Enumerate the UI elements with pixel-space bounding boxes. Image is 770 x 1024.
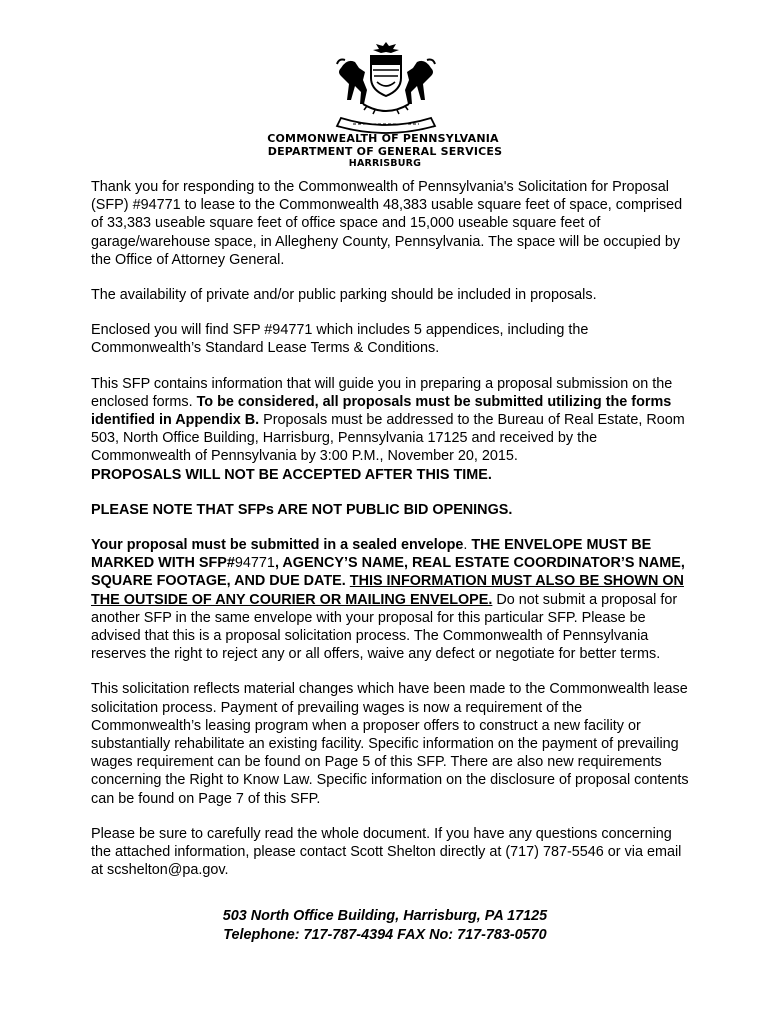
paragraph-intro: Thank you for responding to the Commonwealth of Pennsylvania's Solicitation for Proposal (SFP) #94771 to lease to the Commonwealth 48,383 usable square feet of space, comprised of 33,383 useable square feet of office space and 15,000 useable square feet of garage/warehouse space, in Allegheny County, Pennsylvania. The space will be occupied by the Office of Attorney General. bbox=[91, 179, 683, 268]
letterhead bbox=[0, 132, 770, 170]
letterhead-commonwealth: COMMONWEALTH OF PENNSYLVANIA bbox=[267, 132, 499, 145]
paragraph-bid-note: PLEASE NOTE THAT SFPs ARE NOT PUBLIC BID OPENINGS. bbox=[91, 501, 513, 518]
paragraph-changes: This solicitation reflects material changes which have been made to the Commonwealth lease solicitation process. Payment of prevailing wages is now a requirement of the Commonwealth’s leasing program when a proposer offers to construct a new facility or substantially rehabilitate an existing facility. Specific information on the payment of prevailing wages requirement can be found on Page 5 of this SFP. There are also new requirements concerning the Right to Know Law. Specific information on the disclosure of proposal contents can be found on Page 7 of this SFP. bbox=[91, 681, 689, 807]
envelope-period: . bbox=[463, 537, 472, 554]
envelope-outside-requirement: THIS INFORMATION MUST ALSO BE SHOWN ON THE OUTSIDE OF ANY COURIER OR MAILING ENVELOPE. bbox=[91, 573, 684, 608]
envelope-sealed: Your proposal must be submitted in a sealed envelope bbox=[91, 537, 464, 554]
footer-address: 503 North Office Building, Harrisburg, PA 17125 bbox=[222, 908, 548, 924]
letterhead-city: HARRISBURG bbox=[348, 158, 422, 169]
paragraph-envelope bbox=[91, 536, 691, 663]
submission-forms-requirement: To be considered, all proposals must be submitted utilizing the forms identified in Appendix B. bbox=[91, 393, 672, 429]
submission-text: This SFP contains information that will guide you in preparing a proposal submission on the enclosed forms. bbox=[91, 375, 673, 410]
submission-address: Proposals must be addressed to the Bureau of Real Estate, Room 503, North Office Building, Harrisburg, Pennsylvania 17125 and received by the Commonwealth of Pennsylvania by 3:00 P.M., November 20, 2015. bbox=[91, 412, 685, 465]
paragraph-enclosures: Enclosed you will find SFP #94771 which includes 5 appendices, including the Commonwealth’s Standard Lease Terms & Conditions. bbox=[91, 322, 589, 357]
letterhead-department: DEPARTMENT OF GENERAL SERVICES bbox=[267, 145, 503, 158]
paragraph-submission bbox=[91, 375, 691, 484]
seal-icon bbox=[327, 40, 445, 136]
paragraph-contact: Please be sure to carefully read the whole document. If you have any questions concerning the attached information, please contact Scott Shelton directly at (717) 787-5546 or via email at scshelton@pa.gov. bbox=[91, 825, 682, 879]
footer-contact: Telephone: 717-787-4394 FAX No: 717-783-0570 bbox=[223, 926, 547, 943]
paragraph-parking: The availability of private and/or public parking should be included in proposals. bbox=[91, 287, 597, 304]
footer bbox=[0, 907, 770, 944]
submission-deadline-warning: PROPOSALS WILL NOT BE ACCEPTED AFTER THIS TIME. bbox=[91, 466, 492, 483]
envelope-marking: THE ENVELOPE MUST BE MARKED WITH SFP# bbox=[91, 537, 652, 572]
envelope-instructions: Do not submit a proposal for another SFP in the same envelope with your proposal for this particular SFP. Please be advised that this is a proposal solicitation process. The Commonwealth of Pennsylvania reserves the right to reject any or all offers, waive any defect or negotiate for better terms. bbox=[91, 591, 678, 663]
envelope-marking-details: , AGENCY’S NAME, REAL ESTATE COORDINATOR’S NAME, SQUARE FOOTAGE, AND DUE DATE. bbox=[91, 555, 685, 590]
letter-body bbox=[91, 178, 691, 897]
envelope-sfp-number: 94771 bbox=[234, 555, 275, 572]
